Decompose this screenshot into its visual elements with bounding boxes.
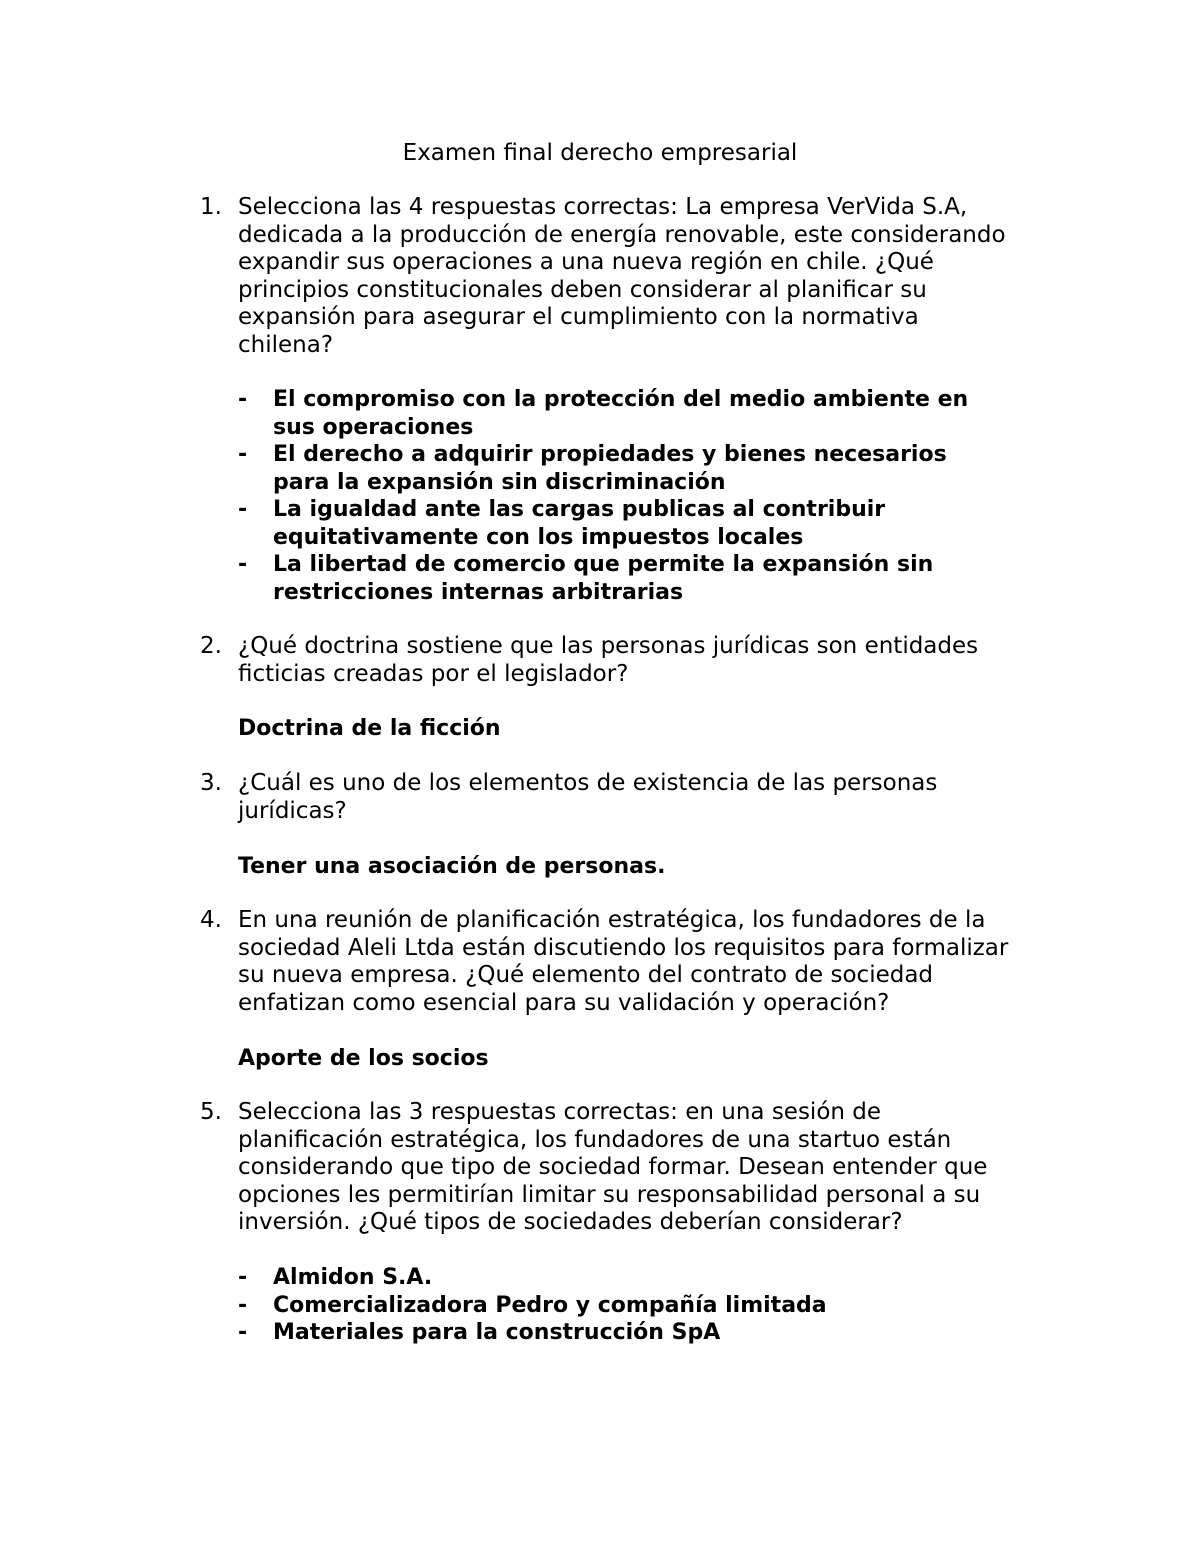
question-number: 5. [200, 1099, 222, 1125]
option-text: La libertad de comercio que permite la expansión sin restricciones internas arbitrarias [273, 552, 934, 605]
question-number: 4. [200, 907, 222, 933]
question-number: 1. [200, 194, 222, 220]
option-text: El compromiso con la protección del medio ambiente en sus operaciones [273, 387, 969, 440]
question-text: Selecciona las 3 respuestas correctas: en una sesión de planificación estratégica, los fundadores de una startuo están considerando que tipo de sociedad formar. Desean entender que opciones les permitirían limitar su responsabilidad personal a su inversión. ¿Qué tipos de sociedades deberían considerar? [238, 1099, 988, 1235]
option-text: El derecho a adquirir propiedades y bienes necesarios para la expansión sin discriminación [273, 442, 947, 495]
question-number: 2. [200, 633, 222, 659]
option-dash: - [238, 442, 248, 467]
question-number: 3. [200, 770, 222, 796]
document-title: Examen final derecho empresarial [402, 140, 798, 166]
option-text: Comercializadora Pedro y compañía limitada [273, 1293, 827, 1318]
answer-text: Tener una asociación de personas. [238, 854, 666, 879]
option-dash: - [238, 497, 248, 522]
option-dash: - [238, 1320, 248, 1345]
option-dash: - [238, 387, 248, 412]
option-text: La igualdad ante las cargas publicas al contribuir equitativamente con los impuestos locales [273, 497, 886, 550]
question-text: ¿Qué doctrina sostiene que las personas jurídicas son entidades ficticias creadas por el legislador? [238, 633, 979, 687]
option-dash: - [238, 552, 248, 577]
answer-text: Aporte de los socios [238, 1046, 489, 1071]
option-dash: - [238, 1293, 248, 1318]
question-text: En una reunión de planificación estratégica, los fundadores de la sociedad Aleli Ltda están discutiendo los requisitos para formalizar su nueva empresa. ¿Qué elemento del contrato de sociedad enfatizan como esencial para su validación y operación? [238, 907, 1009, 1016]
option-dash: - [238, 1265, 248, 1290]
question-text: Selecciona las 4 respuestas correctas: La empresa VerVida S.A, dedicada a la producción de energía renovable, este considerando expandir sus operaciones a una nueva región en chile. ¿Qué principios constitucionales deben considerar al planificar su expansión para asegurar el cumplimiento con la normativa chilena? [238, 194, 1006, 358]
answer-text: Doctrina de la ficción [238, 716, 501, 741]
option-text: Almidon S.A. [273, 1265, 433, 1290]
option-text: Materiales para la construcción SpA [273, 1320, 721, 1345]
question-text: ¿Cuál es uno de los elementos de existencia de las personas jurídicas? [238, 770, 938, 824]
